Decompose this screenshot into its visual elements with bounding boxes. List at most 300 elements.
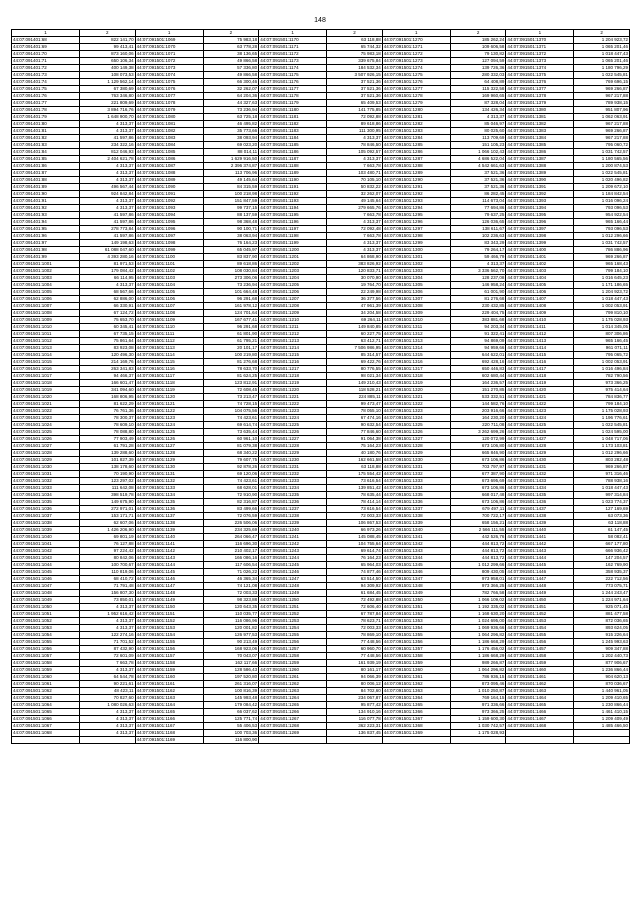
column-header: 1: [135, 30, 203, 37]
cadastral-number-cell: 44:07:091501:1416: [506, 359, 574, 366]
cadastral-value-cell: [574, 737, 630, 744]
cadastral-value-cell: 74 423,61: [203, 478, 259, 485]
cadastral-number-cell: 44:07:091501:1135: [135, 499, 203, 506]
cadastral-value-cell: 273 306,06: [203, 275, 259, 282]
cadastral-value-cell: 100 703,36: [203, 730, 259, 737]
column-header: 2: [80, 30, 136, 37]
table-row: [12, 324, 630, 331]
cadastral-number-cell: 44:07:091501:1270: [382, 37, 450, 44]
cadastral-value-cell: 22 249,98: [327, 289, 383, 296]
cadastral-value-cell: 134 910,16: [327, 709, 383, 716]
cadastral-number-cell: 44:07:091501:1290: [382, 177, 450, 184]
table-row: [12, 282, 630, 289]
cadastral-value-cell: 111 642,08: [80, 485, 136, 492]
cadastral-number-cell: 44:07:091501:1070: [135, 44, 203, 51]
cadastral-number-cell: 44:07:091501:1380: [506, 107, 574, 114]
cadastral-value-cell: 48 423,11: [80, 688, 136, 695]
table-row: [12, 44, 630, 51]
cadastral-value-cell: 134 426,34: [450, 107, 506, 114]
cadastral-value-cell: 1 016 496,84: [574, 366, 630, 373]
cadastral-value-cell: 90 632,54: [327, 422, 383, 429]
cadastral-value-cell: 76 127,88: [80, 541, 136, 548]
cadastral-number-cell: 44:07:091501:1012: [12, 338, 80, 345]
cadastral-value-cell: 139 288,60: [80, 450, 136, 457]
cadastral-value-cell: 59 466,79: [450, 254, 506, 261]
cadastral-number-cell: 44:07:091501:1103: [135, 275, 203, 282]
cadastral-value-cell: 4 313,37: [80, 716, 136, 723]
cadastral-number-cell: 44:07:091501:1078: [135, 100, 203, 107]
cadastral-value-cell: 1 080 026,63: [80, 702, 136, 709]
cadastral-value-cell: 41 597,86: [80, 212, 136, 219]
table-row: [12, 513, 630, 520]
cadastral-value-cell: 120 001,82: [203, 625, 259, 632]
cadastral-number-cell: 44:07:091501:1272: [382, 51, 450, 58]
cadastral-number-cell: 44:07:091501:1045: [12, 569, 80, 576]
cadastral-number-cell: 44:07:091501:1409: [506, 310, 574, 317]
cadastral-value-cell: 61 795,21: [203, 338, 259, 345]
cadastral-number-cell: 44:07:091501:1209: [259, 310, 327, 317]
cadastral-number-cell: 44:07:091501:1396: [506, 219, 574, 226]
cadastral-number-cell: 44:07:091501:1085: [135, 149, 203, 156]
cadastral-value-cell: 234 325,69: [203, 527, 259, 534]
table-row: [12, 408, 630, 415]
cadastral-number-cell: 44:07:091501:1344: [382, 555, 450, 562]
cadastral-number-cell: 44:07:091501:1276: [382, 79, 450, 86]
cadastral-number-cell: 44:07:091401:97: [12, 240, 80, 247]
cadastral-value-cell: 66 037,62: [203, 709, 259, 716]
cadastral-value-cell: 1 200 874,53: [574, 163, 630, 170]
cadastral-value-cell: 168 806,95: [80, 394, 136, 401]
cadastral-value-cell: 99 737,15: [203, 205, 259, 212]
cadastral-number-cell: 44:07:091501:1042: [12, 548, 80, 555]
cadastral-number-cell: 44:07:091401:83: [12, 142, 80, 149]
cadastral-value-cell: 877 906,67: [574, 660, 630, 667]
table-row: [12, 583, 630, 590]
cadastral-value-cell: 63 514,50: [327, 576, 383, 583]
cadastral-number-cell: 44:07:091501:1076: [135, 86, 203, 93]
cadastral-number-cell: 44:07:091501:1246: [259, 569, 327, 576]
cadastral-value-cell: 650 106,34: [80, 58, 136, 65]
cadastral-value-cell: 1 020 496,82: [574, 177, 630, 184]
cadastral-number-cell: 44:07:091501:1148: [135, 590, 203, 597]
table-row: [12, 289, 630, 296]
cadastral-number-cell: 44:07:091501:1468: [506, 723, 574, 730]
cadastral-number-cell: 44:07:091501:1090: [135, 184, 203, 191]
cadastral-value-cell: 68 567,66: [80, 289, 136, 296]
cadastral-number-cell: 44:07:091501:1254: [259, 625, 327, 632]
cadastral-number-cell: 44:07:091501:1173: [259, 58, 327, 65]
cadastral-number-cell: 44:07:091501:1134: [135, 492, 203, 499]
cadastral-value-cell: 969 266,87: [574, 464, 630, 471]
table-row: [12, 198, 630, 205]
table-row: [12, 716, 630, 723]
cadastral-number-cell: 44:07:091501:1252: [259, 611, 327, 618]
cadastral-number-cell: 44:07:091501:1056: [12, 646, 80, 653]
cadastral-value-cell: 124 701,64: [203, 310, 259, 317]
cadastral-number-cell: 44:07:091501:1285: [382, 142, 450, 149]
table-row: [12, 646, 630, 653]
cadastral-number-cell: 44:07:091501:1032: [12, 478, 80, 485]
table-row: [12, 86, 630, 93]
cadastral-number-cell: 44:07:091501:1120: [135, 394, 203, 401]
cadastral-number-cell: 44:07:091501:1379: [506, 100, 574, 107]
cadastral-number-cell: 44:07:091501:1262: [259, 681, 327, 688]
cadastral-number-cell: 44:07:091501:1093: [135, 205, 203, 212]
cadastral-number-cell: 44:07:091501:1325: [382, 422, 450, 429]
table-row: [12, 492, 630, 499]
cadastral-value-cell: 57 336,80: [203, 65, 259, 72]
cadastral-value-cell: 67 787,84: [327, 611, 383, 618]
table-row: [12, 478, 630, 485]
cadastral-value-cell: 87 432,90: [80, 646, 136, 653]
cadastral-value-cell: 110 035,77: [203, 611, 259, 618]
cadastral-number-cell: 44:07:091501:1215: [259, 352, 327, 359]
cadastral-number-cell: 44:07:091401:69: [12, 44, 80, 51]
cadastral-number-cell: 44:07:091501:1279: [382, 100, 450, 107]
cadastral-value-cell: 1 461 410,15: [574, 709, 630, 716]
cadastral-number-cell: 44:07:091501:1369: [382, 730, 450, 737]
cadastral-number-cell: 44:07:091501:1388: [506, 163, 574, 170]
cadastral-number-cell: 44:07:091501:1092: [135, 198, 203, 205]
cadastral-number-cell: 44:07:091501:1115: [135, 359, 203, 366]
cadastral-value-cell: 795 060,72: [574, 142, 630, 149]
cadastral-number-cell: 44:07:091501:1371: [506, 44, 574, 51]
cadastral-number-cell: 44:07:091501:1158: [135, 660, 203, 667]
cadastral-number-cell: 44:07:091501:1200: [259, 247, 327, 254]
cadastral-value-cell: 1 022 545,81: [574, 422, 630, 429]
cadastral-value-cell: 1 173 103,81: [574, 443, 630, 450]
column-header: 2: [574, 30, 630, 37]
cadastral-value-cell: 156 807,30: [80, 590, 136, 597]
cadastral-number-cell: 44:07:091501:1460: [506, 667, 574, 674]
cadastral-value-cell: 383 881,68: [450, 317, 506, 324]
cadastral-value-cell: 61 684,45: [327, 590, 383, 597]
cadastral-value-cell: 102 236,63: [450, 233, 506, 240]
cadastral-value-cell: 965 168,43: [574, 261, 630, 268]
cadastral-number-cell: 44:07:091501:1177: [259, 86, 327, 93]
cadastral-number-cell: 44:07:091501:1040: [12, 534, 80, 541]
cadastral-number-cell: 44:07:091501:1142: [135, 548, 203, 555]
cadastral-number-cell: 44:07:091501:1275: [382, 72, 450, 79]
cadastral-number-cell: 44:07:091501:1230: [259, 457, 327, 464]
column-header: 2: [203, 30, 259, 37]
cadastral-value-cell: 83 923,08: [80, 345, 136, 352]
cadastral-value-cell: 1 012 299,66: [450, 562, 506, 569]
cadastral-number-cell: 44:07:091501:1298: [382, 233, 450, 240]
cadastral-number-cell: 44:07:091501:1036: [12, 506, 80, 513]
cadastral-value-cell: 81 276,68: [203, 359, 259, 366]
cadastral-value-cell: 7 663,78: [327, 212, 383, 219]
cadastral-number-cell: 44:07:091501:1446: [506, 569, 574, 576]
cadastral-number-cell: 44:07:091501:1062: [12, 688, 80, 695]
cadastral-value-cell: 98 323,88: [203, 597, 259, 604]
cadastral-number-cell: 44:07:091501:1243: [259, 548, 327, 555]
cadastral-number-cell: 44:07:091501:1436: [506, 499, 574, 506]
cadastral-number-cell: 44:07:091501:1089: [135, 177, 203, 184]
cadastral-number-cell: 44:07:091501:1082: [135, 128, 203, 135]
column-header: 1: [259, 30, 327, 37]
cadastral-number-cell: 44:07:091501:1168: [135, 730, 203, 737]
cadastral-number-cell: 44:07:091501:1193: [259, 198, 327, 205]
cadastral-number-cell: 44:07:091501:1210: [259, 317, 327, 324]
cadastral-value-cell: 64 204,36: [203, 93, 259, 100]
page-number: 148: [314, 17, 326, 24]
cadastral-number-cell: 44:07:091501:1257: [259, 646, 327, 653]
cadastral-number-cell: 44:07:091501:1005: [12, 289, 80, 296]
cadastral-number-cell: 44:07:091501:1048: [12, 590, 80, 597]
cadastral-value-cell: 85 046,97: [450, 121, 506, 128]
cadastral-number-cell: 44:07:091501:1038: [12, 520, 80, 527]
cadastral-number-cell: 44:07:091501:1255: [259, 632, 327, 639]
cadastral-value-cell: 74 121,08: [203, 583, 259, 590]
cadastral-number-cell: 44:07:091501:1330: [382, 457, 450, 464]
cadastral-value-cell: 68 340,22: [203, 450, 259, 457]
cadastral-value-cell: 78 633,70: [203, 366, 259, 373]
cadastral-number-cell: 44:07:091501:1459: [506, 660, 574, 667]
cadastral-number-cell: 44:07:091501:1463: [506, 688, 574, 695]
cadastral-value-cell: 153 171,71: [80, 513, 136, 520]
table-row: [12, 135, 630, 142]
cadastral-value-cell: 68 410,72: [80, 576, 136, 583]
cadastral-number-cell: 44:07:091501:1079: [135, 107, 203, 114]
cadastral-number-cell: 44:07:091401:85: [12, 156, 80, 163]
table-row: [12, 373, 630, 380]
cadastral-number-cell: 44:07:091501:1288: [382, 163, 450, 170]
cadastral-number-cell: 44:07:091501:1022: [12, 408, 80, 415]
cadastral-number-cell: 44:07:091501:1114: [135, 352, 203, 359]
cadastral-number-cell: 44:07:091501:1336: [382, 499, 450, 506]
cadastral-value-cell: 769 164,15: [450, 695, 506, 702]
cadastral-number-cell: 44:07:091501:1467: [506, 716, 574, 723]
cadastral-number-cell: 44:07:091501:1439: [506, 520, 574, 527]
cadastral-value-cell: 803 282,48: [574, 457, 630, 464]
cadastral-number-cell: 44:07:091501:1064: [12, 702, 80, 709]
cadastral-value-cell: 1 175 028,93: [450, 730, 506, 737]
cadastral-value-cell: 763 346,80: [80, 93, 136, 100]
cadastral-number-cell: 44:07:091501:1117: [135, 373, 203, 380]
cadastral-value-cell: 89 618,86: [327, 121, 383, 128]
cadastral-value-cell: 166 601,47: [80, 380, 136, 387]
cadastral-value-cell: 75 983,18: [327, 51, 383, 58]
cadastral-value-cell: 4 313,37: [327, 135, 383, 142]
cadastral-value-cell: 72 608,45: [203, 387, 259, 394]
cadastral-value-cell: 1 440 961,05: [574, 688, 630, 695]
table-row: [12, 618, 630, 625]
cadastral-number-cell: 44:07:091501:1011: [12, 331, 80, 338]
table-row: [12, 191, 630, 198]
cadastral-number-cell: 44:07:091501:1408: [506, 303, 574, 310]
cadastral-value-cell: 116 800,90: [203, 737, 259, 744]
cadastral-value-cell: 1 002 053,91: [574, 359, 630, 366]
cadastral-number-cell: 44:07:091501:1075: [135, 79, 203, 86]
cadastral-number-cell: 44:07:091501:1195: [259, 212, 327, 219]
cadastral-number-cell: 44:07:091501:1320: [382, 387, 450, 394]
cadastral-number-cell: 44:07:091501:1417: [506, 366, 574, 373]
cadastral-value-cell: 113 706,96: [203, 170, 259, 177]
cadastral-value-cell: 63 073,36: [574, 513, 630, 520]
cadastral-value-cell: 103 480,71: [327, 170, 383, 177]
cadastral-number-cell: 44:07:091501:1335: [382, 492, 450, 499]
cadastral-number-cell: 44:07:091501:1014: [12, 352, 80, 359]
cadastral-number-cell: 44:07:091501:1157: [135, 653, 203, 660]
cadastral-number-cell: 44:07:091501:1182: [259, 121, 327, 128]
cadastral-number-cell: 44:07:091501:1219: [259, 380, 327, 387]
cadastral-number-cell: 44:07:091501:1023: [12, 415, 80, 422]
cadastral-value-cell: 91 064,38: [327, 436, 383, 443]
cadastral-number-cell: 44:07:091501:1144: [135, 562, 203, 569]
table-row: [12, 65, 630, 72]
cadastral-number-cell: 44:07:091501:1088: [135, 170, 203, 177]
cadastral-number-cell: 44:07:091501:1281: [382, 114, 450, 121]
cadastral-number-cell: 44:07:091501:1206: [259, 289, 327, 296]
cadastral-value-cell: 73 850,01: [80, 597, 136, 604]
cadastral-value-cell: 444 813,72: [450, 548, 506, 555]
cadastral-value-cell: 185 262,24: [450, 37, 506, 44]
cadastral-number-cell: 44:07:091501:1236: [259, 499, 327, 506]
cadastral-value-cell: 74 877,46: [327, 569, 383, 576]
cadastral-value-cell: 1 204 923,72: [574, 289, 630, 296]
cadastral-value-cell: 38 093,94: [203, 135, 259, 142]
cadastral-value-cell: 339 675,84: [327, 58, 383, 65]
cadastral-value-cell: 77 448,56: [327, 653, 383, 660]
cadastral-value-cell: 37 521,36: [327, 86, 383, 93]
table-header-row: [12, 30, 630, 37]
cadastral-number-cell: 44:07:091501:1450: [506, 597, 574, 604]
cadastral-value-cell: 101 664,48: [203, 289, 259, 296]
cadastral-value-cell: 67 474,16: [327, 415, 383, 422]
cadastral-value-cell: 116 696,30: [203, 541, 259, 548]
cadastral-number-cell: 44:07:091501:1091: [135, 191, 203, 198]
cadastral-number-cell: 44:07:091501:1058: [12, 660, 80, 667]
table-row: [12, 170, 630, 177]
cadastral-number-cell: 44:07:091501:1419: [506, 380, 574, 387]
cadastral-value-cell: 66 114,95: [80, 275, 136, 282]
cadastral-number-cell: 44:07:091501:1389: [506, 170, 574, 177]
cadastral-value-cell: 78 846,50: [327, 142, 383, 149]
cadastral-value-cell: 873 095,46: [450, 681, 506, 688]
cadastral-value-cell: 120 496,30: [80, 352, 136, 359]
cadastral-value-cell: 7 663,78: [327, 233, 383, 240]
cadastral-value-cell: 49 145,64: [327, 198, 383, 205]
cadastral-number-cell: 44:07:091501:1418: [506, 373, 574, 380]
cadastral-number-cell: 44:07:091501:1004: [12, 282, 80, 289]
cadastral-number-cell: 44:07:091501:1449: [506, 590, 574, 597]
cadastral-number-cell: 44:07:091401:98: [12, 247, 80, 254]
cadastral-number-cell: 44:07:091501:1002: [12, 268, 80, 275]
table-row: [12, 401, 630, 408]
cadastral-value-cell: 1 069 936,66: [450, 625, 506, 632]
table-row: [12, 576, 630, 583]
cadastral-number-cell: 44:07:091501:1426: [506, 429, 574, 436]
cadastral-value-cell: 925 071,45: [574, 604, 630, 611]
table-row: [12, 317, 630, 324]
cadastral-value-cell: 673 106,86: [450, 499, 506, 506]
table-row: [12, 422, 630, 429]
cadastral-number-cell: 44:07:091501:1150: [135, 604, 203, 611]
cadastral-number-cell: 44:07:091501:1110: [135, 324, 203, 331]
cadastral-number-cell: 44:07:091501:1185: [259, 142, 327, 149]
table-row: [12, 723, 630, 730]
cadastral-number-cell: 44:07:091501:1266: [259, 709, 327, 716]
column-header: 2: [327, 30, 383, 37]
cadastral-value-cell: 74 728,15: [203, 401, 259, 408]
cadastral-number-cell: 44:07:091501:1199: [259, 240, 327, 247]
cadastral-value-cell: 677 387,90: [450, 471, 506, 478]
cadastral-value-cell: 84 702,60: [327, 688, 383, 695]
cadastral-number-cell: 44:07:091501:1458: [506, 653, 574, 660]
table-row: [12, 737, 630, 744]
cadastral-number-cell: 44:07:091501:1312: [382, 331, 450, 338]
cadastral-number-cell: 44:07:091401:80: [12, 121, 80, 128]
cadastral-number-cell: 44:07:091501:1126: [135, 436, 203, 443]
cadastral-value-cell: 234 067,87: [327, 695, 383, 702]
table-row: [12, 450, 630, 457]
cadastral-number-cell: 44:07:091501:1237: [259, 506, 327, 513]
cadastral-number-cell: 44:07:091501:1427: [506, 436, 574, 443]
cadastral-value-cell: 63 118,88: [574, 520, 630, 527]
cadastral-value-cell: [574, 730, 630, 737]
cadastral-number-cell: 44:07:091501:1169: [135, 737, 203, 744]
cadastral-number-cell: 44:07:091501:1116: [135, 366, 203, 373]
cadastral-number-cell: 44:07:091501:1354: [382, 625, 450, 632]
cadastral-value-cell: 4 313,37: [80, 163, 136, 170]
cadastral-value-cell: 769 696,15: [574, 79, 630, 86]
cadastral-value-cell: 78 609,10: [80, 422, 136, 429]
cadastral-number-cell: 44:07:091501:1422: [506, 401, 574, 408]
cadastral-number-cell: 44:07:091501:1172: [259, 51, 327, 58]
cadastral-value-cell: 3 507 926,15: [327, 72, 383, 79]
cadastral-number-cell: 44:07:091501:1127: [135, 443, 203, 450]
cadastral-number-cell: 44:07:091501:1324: [382, 415, 450, 422]
cadastral-value-cell: 1 224 971,64: [574, 597, 630, 604]
cadastral-number-cell: 44:07:091501:1289: [382, 170, 450, 177]
cadastral-number-cell: 44:07:091501:1366: [382, 709, 450, 716]
cadastral-value-cell: 74 423,61: [203, 415, 259, 422]
cadastral-value-cell: 116 077,78: [327, 716, 383, 723]
cadastral-number-cell: 44:07:091501:1406: [506, 289, 574, 296]
cadastral-value-cell: 967 217,88: [574, 121, 630, 128]
cadastral-number-cell: 44:07:091501:1225: [259, 422, 327, 429]
cadastral-number-cell: 44:07:091501:1006: [12, 296, 80, 303]
cadastral-number-cell: 44:07:091501:1347: [382, 576, 450, 583]
cadastral-value-cell: 965 166,44: [574, 219, 630, 226]
cadastral-number-cell: 44:07:091501:1376: [506, 79, 574, 86]
cadastral-value-cell: 71 026,22: [203, 569, 259, 576]
cadastral-number-cell: 44:07:091401:73: [12, 72, 80, 79]
cadastral-number-cell: 44:07:091401:77: [12, 100, 80, 107]
cadastral-value-cell: 82 316,87: [203, 499, 259, 506]
cadastral-value-cell: 136 837,45: [327, 730, 383, 737]
cadastral-value-cell: 2 404 621,78: [80, 156, 136, 163]
cadastral-value-cell: 667 177,80: [574, 541, 630, 548]
cadastral-number-cell: 44:07:091501:1443: [506, 548, 574, 555]
cadastral-value-cell: 50 832,22: [327, 184, 383, 191]
cadastral-value-cell: 104 075,56: [203, 408, 259, 415]
cadastral-value-cell: 4 313,37: [80, 730, 136, 737]
cadastral-number-cell: 44:07:091501:1280: [382, 107, 450, 114]
cadastral-value-cell: 41 597,86: [80, 233, 136, 240]
cadastral-number-cell: 44:07:091501:1438: [506, 513, 574, 520]
cadastral-value-cell: 60 345,41: [80, 324, 136, 331]
cadastral-number-cell: 44:07:091501:1202: [259, 261, 327, 268]
table-row: [12, 548, 630, 555]
cadastral-value-cell: 1 023 774,37: [574, 499, 630, 506]
cadastral-value-cell: 75 164,23: [327, 443, 383, 450]
cadastral-number-cell: 44:07:091501:1303: [382, 268, 450, 275]
cadastral-number-cell: 44:07:091501:1316: [382, 359, 450, 366]
cadastral-value-cell: 278 773,84: [80, 226, 136, 233]
cadastral-value-cell: 789 938,15: [574, 100, 630, 107]
